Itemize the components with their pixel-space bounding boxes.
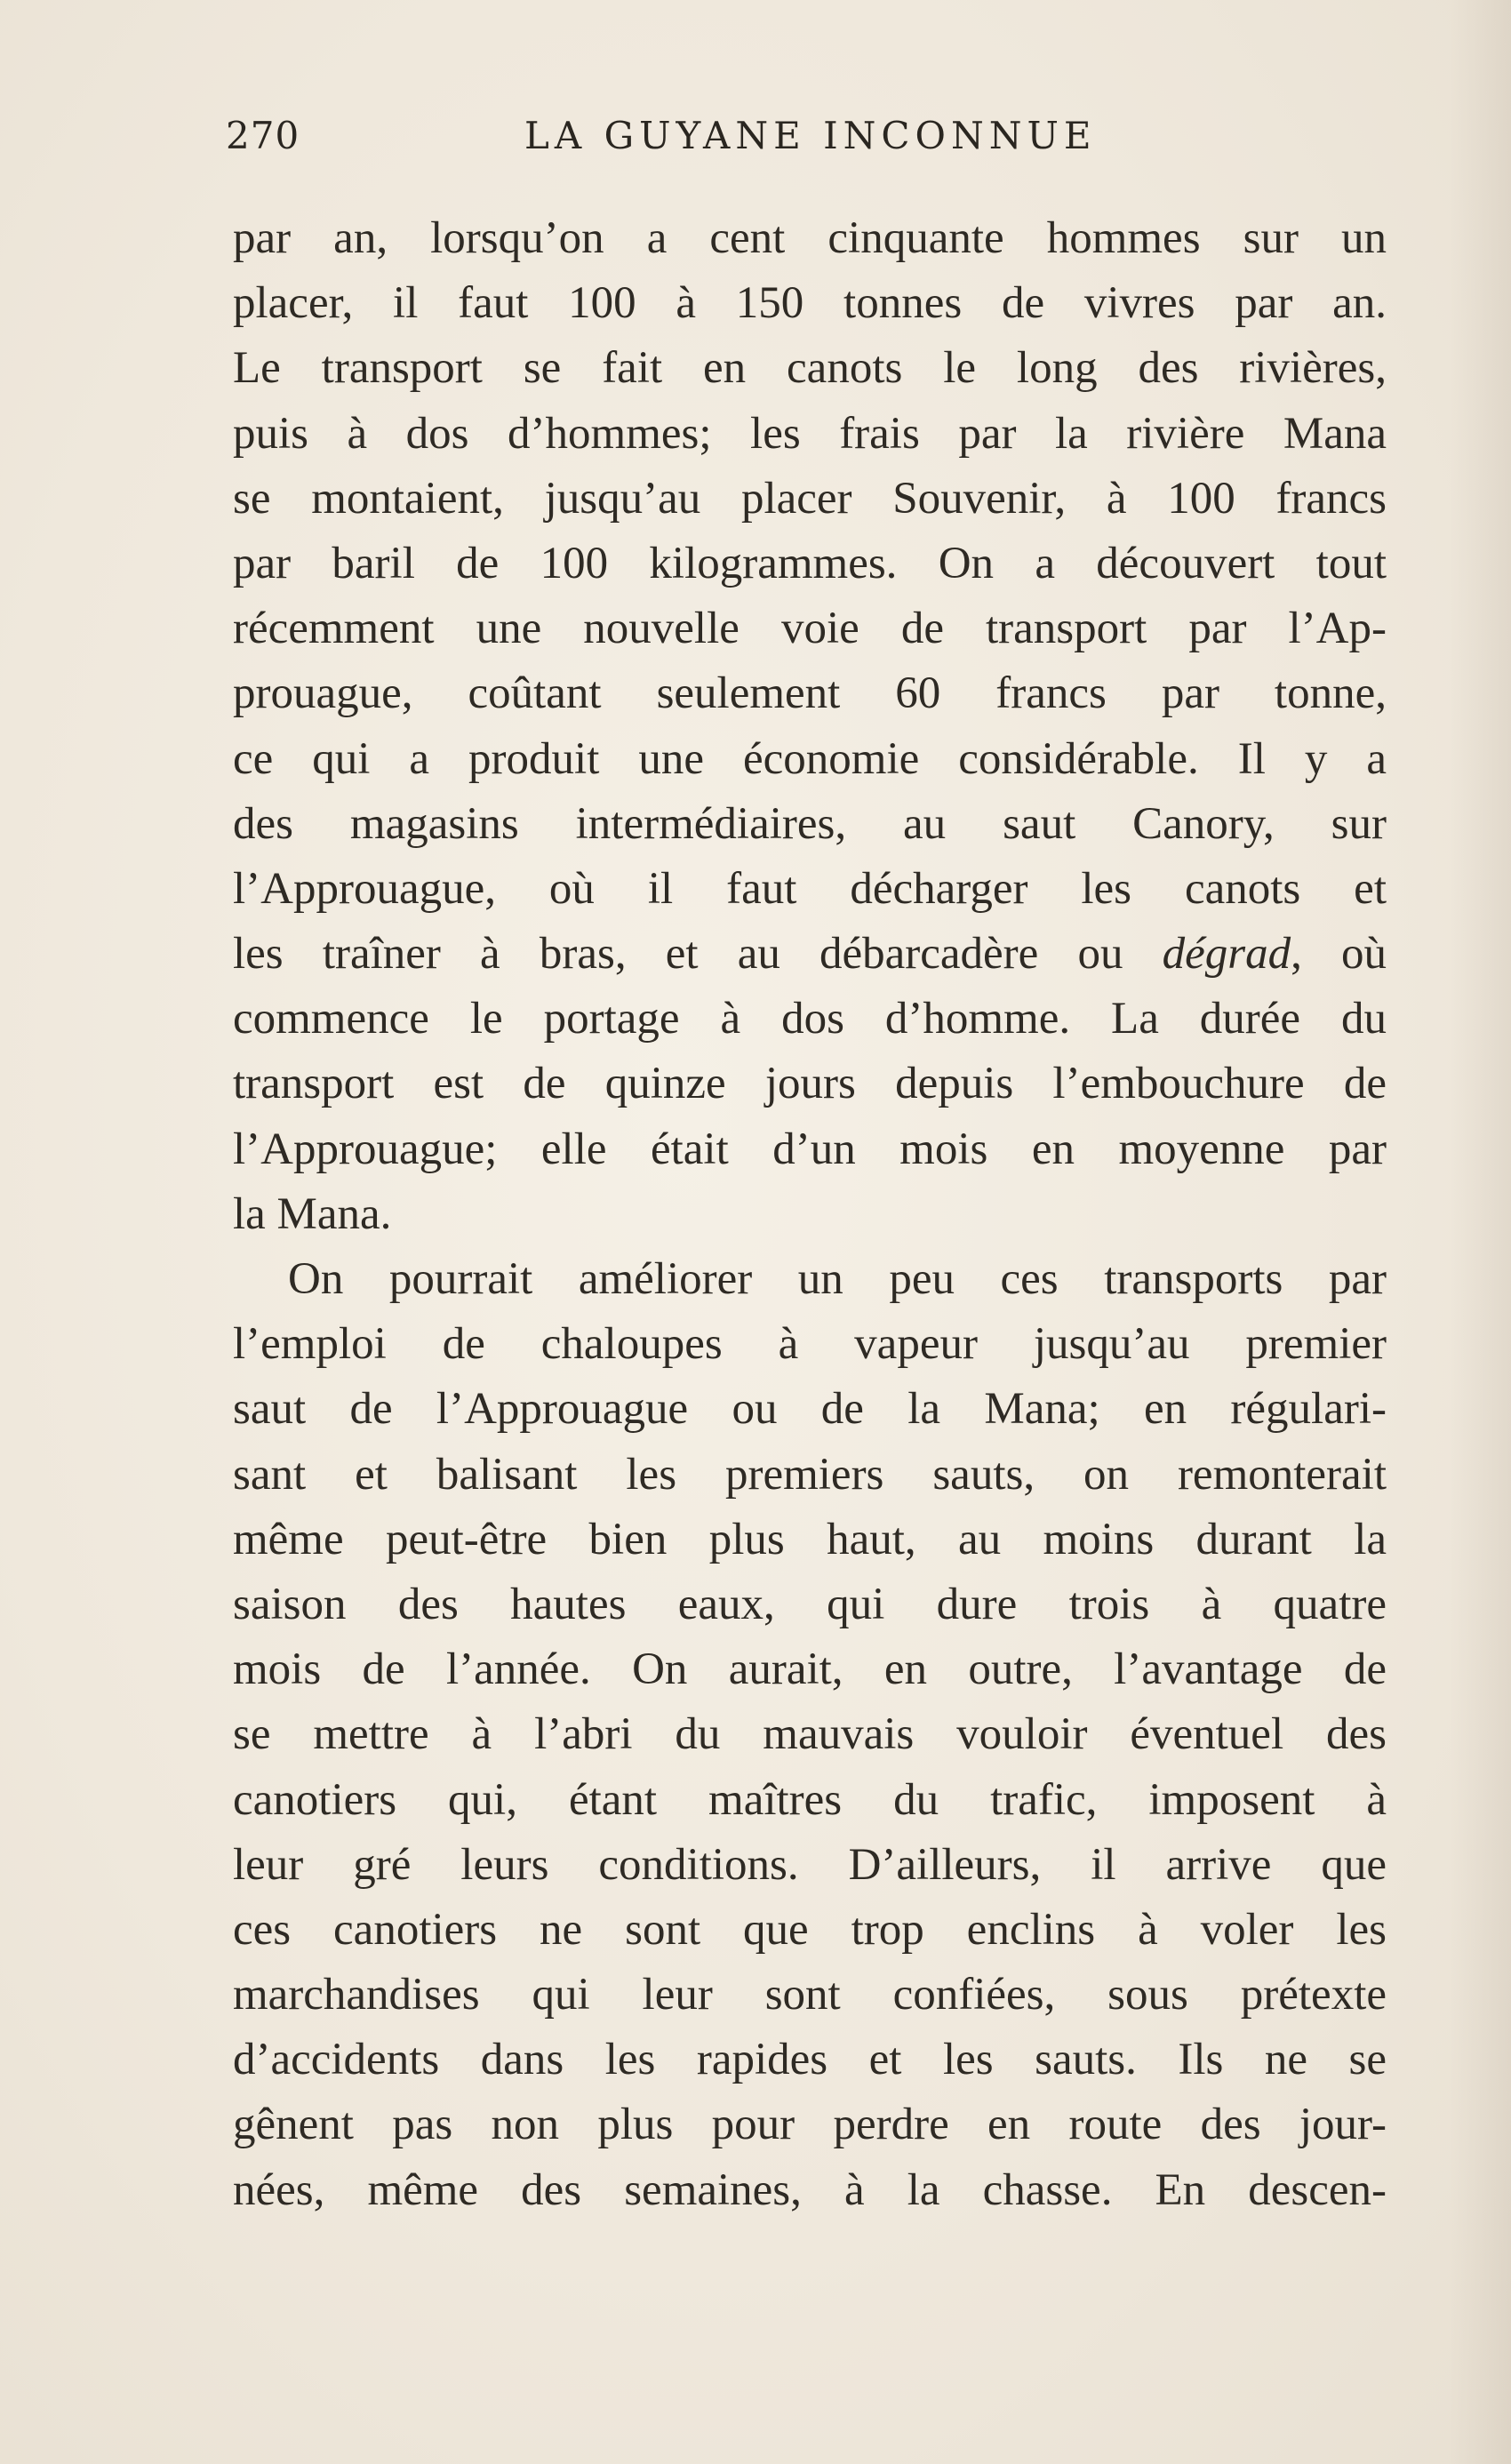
text-line: par baril de 100 kilogrammes. On a découvert tout (233, 538, 1387, 588)
page-edge-shadow (1449, 0, 1511, 2464)
text-line: puis à dos d’hommes; les frais par la rivière Mana (233, 408, 1387, 459)
text-line: gênent pas non plus pour perdre en route des jour- (233, 2100, 1387, 2150)
text-line: canotiers qui, étant maîtres du trafic, imposent à (233, 1774, 1387, 1825)
text-line: l’Approuague, où il faut décharger les canots et (233, 863, 1387, 914)
text-line: même peut-être bien plus haut, au moins durant la (233, 1514, 1387, 1564)
text-line: la Mana. (233, 1188, 392, 1239)
text-line: récemment une nouvelle voie de transport par l’Ap- (233, 604, 1387, 654)
text-line: saut de l’Approuague ou de la Mana; en régulari- (233, 1384, 1387, 1435)
text-line: placer, il faut 100 à 150 tonnes de vivres par an. (233, 278, 1387, 329)
page-number: 270 (226, 114, 300, 157)
text-line: nées, même des semaines, à la chasse. En descen- (233, 2164, 1387, 2215)
body-text (233, 206, 1387, 2223)
text-line: d’accidents dans les rapides et les sauts. Ils ne se (233, 2035, 1387, 2085)
text-line: commence le portage à dos d’homme. La durée du (233, 994, 1387, 1044)
text-line: saison des hautes eaux, qui dure trois à quatre (233, 1579, 1387, 1629)
text-line: l’Approuague; elle était d’un mois en moyenne par (233, 1124, 1387, 1174)
text-line: par an, lorsqu’on a cent cinquante hommes sur un (233, 213, 1387, 263)
text-line: se mettre à l’abri du mauvais vouloir éventuel des (233, 1709, 1387, 1760)
page-header (222, 114, 1392, 176)
text-line: mois de l’année. On aurait, en outre, l’avantage de (233, 1644, 1387, 1695)
italic-term: dégrad (1162, 929, 1291, 980)
text-line: transport est de quinze jours depuis l’embouchure de (233, 1059, 1387, 1109)
text-line: sant et balisant les premiers sauts, on remonterait (233, 1449, 1387, 1500)
text-line: ce qui a produit une économie considérable. Il y a (233, 733, 1387, 784)
text-line: ces canotiers ne sont que trop enclins à voler les (233, 1904, 1387, 1955)
text-segment: les traîner à bras, et au débarcadère ou (233, 929, 1163, 980)
text-line: On pourrait améliorer un peu ces transports par (288, 1254, 1387, 1304)
text-segment: , où (1291, 929, 1387, 980)
text-line: prouague, coûtant seulement 60 francs par tonne, (233, 668, 1387, 719)
text-line: l’emploi de chaloupes à vapeur jusqu’au premier (233, 1319, 1387, 1370)
text-line: leur gré leurs conditions. D’ailleurs, il arrive que (233, 1839, 1387, 1890)
paragraph-2 (233, 1247, 1387, 2223)
text-line-with-italic (233, 922, 1387, 987)
text-line: se montaient, jusqu’au placer Souvenir, à 100 francs (233, 473, 1387, 524)
text-line: marchandises qui leur sont confiées, sous prétexte (233, 1970, 1387, 2020)
text-line: des magasins intermédiaires, au saut Canory, sur (233, 798, 1387, 849)
paragraph-1 (233, 206, 1387, 1247)
running-title: LA GUYANE INCONNUE (524, 114, 1097, 157)
text-line: Le transport se fait en canots le long des rivières, (233, 343, 1387, 394)
